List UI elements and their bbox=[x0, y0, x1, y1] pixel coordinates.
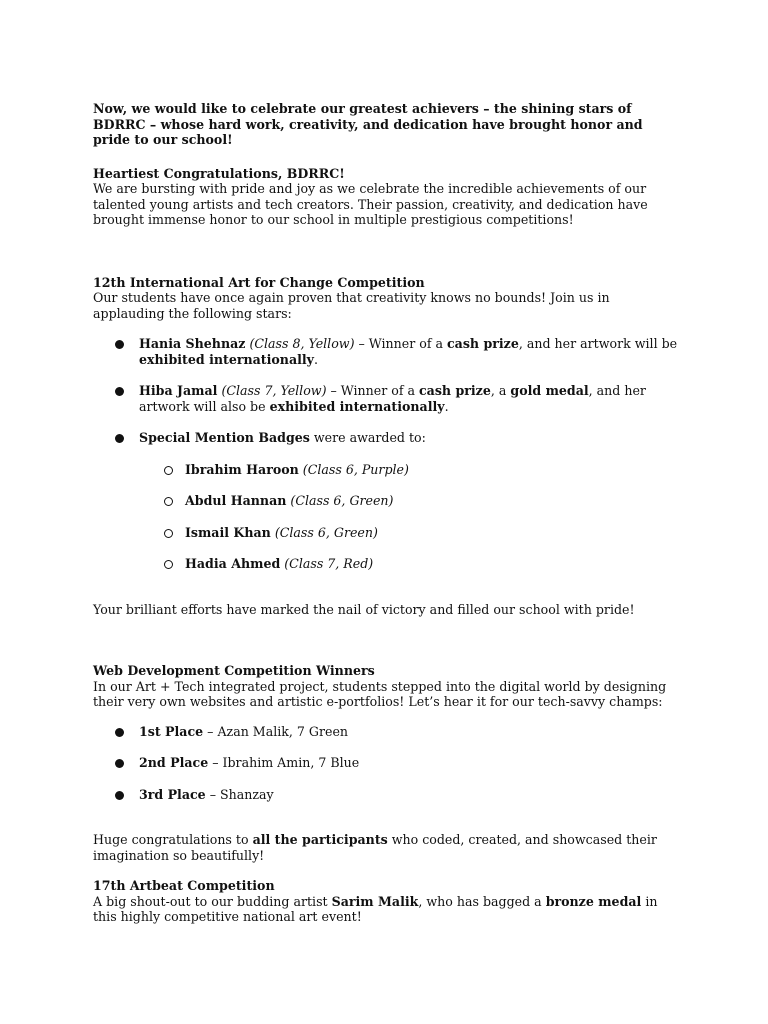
bullet-circle-icon bbox=[164, 529, 173, 538]
web-dev-heading: Web Development Competition Winners bbox=[93, 663, 375, 678]
special-mention-label: Special Mention Badges bbox=[139, 430, 310, 445]
recipient-name: Hadia Ahmed bbox=[185, 556, 281, 571]
list-item bbox=[93, 430, 683, 446]
intro-text: Now, we would like to celebrate our greatest achievers – the shining stars of BDRRC – whose hard work, creativity, and dedication have brought honor and pride to our school! bbox=[93, 101, 643, 147]
winner-text: , a bbox=[490, 383, 511, 398]
place-winner: – Ibrahim Amin, 7 Blue bbox=[208, 755, 360, 770]
intro-paragraph bbox=[93, 101, 683, 148]
special-mention-suffix: were awarded to: bbox=[309, 430, 426, 445]
recipient-detail: (Class 6, Green) bbox=[270, 524, 378, 540]
winner-name: Hania Shehnaz bbox=[139, 336, 246, 351]
artbeat-heading: 17th Artbeat Competition bbox=[93, 878, 275, 893]
winner-text: – Winner of a bbox=[326, 383, 419, 398]
bullet-disc-icon bbox=[115, 340, 124, 349]
award-gold-medal: gold medal bbox=[510, 383, 589, 398]
artbeat-text: , who has bagged a bbox=[418, 893, 546, 909]
place-label: 1st Place bbox=[139, 723, 204, 739]
bullet-disc-icon bbox=[115, 434, 124, 443]
special-mention-list bbox=[93, 462, 683, 572]
bullet-circle-icon bbox=[164, 466, 173, 475]
bullet-disc-icon bbox=[115, 387, 124, 396]
art-for-change-intro: Our students have once again proven that creativity knows no bounds! Join us in applauding the following stars: bbox=[93, 290, 610, 321]
award-bronze-medal: bronze medal bbox=[545, 893, 642, 909]
winner-name: Hiba Jamal bbox=[139, 383, 218, 398]
bullet-circle-icon bbox=[164, 560, 173, 569]
recipient-detail: (Class 6, Green) bbox=[286, 493, 394, 508]
bullet-disc-icon bbox=[115, 728, 124, 737]
recipient-name: Abdul Hannan bbox=[185, 493, 287, 508]
recipient-detail: (Class 6, Purple) bbox=[298, 461, 409, 477]
place-winner: – Shanzay bbox=[205, 786, 274, 802]
winner-detail: (Class 7, Yellow) bbox=[217, 383, 327, 398]
list-item bbox=[93, 724, 683, 740]
artist-name: Sarim Malik bbox=[331, 893, 419, 909]
bullet-disc-icon bbox=[115, 759, 124, 768]
recipient-detail: (Class 7, Red) bbox=[280, 556, 374, 571]
bullet-disc-icon bbox=[115, 791, 124, 800]
list-item bbox=[93, 556, 683, 572]
place-winner: – Azan Malik, 7 Green bbox=[203, 723, 349, 739]
art-for-change-winners-list bbox=[93, 336, 683, 446]
art-for-change-heading: 12th International Art for Change Competition bbox=[93, 274, 425, 290]
list-item bbox=[93, 525, 683, 541]
place-label: 2nd Place bbox=[139, 755, 209, 770]
congrats-heading: Heartiest Congratulations, BDRRC! bbox=[93, 165, 345, 181]
winner-detail: (Class 8, Yellow) bbox=[245, 336, 355, 351]
list-item bbox=[93, 462, 683, 478]
closing-bold: all the participants bbox=[252, 832, 388, 847]
closing-text: who coded, created, and showcased their imagination so beautifully! bbox=[93, 832, 657, 863]
artbeat-text: in this highly competitive national art event! bbox=[93, 893, 658, 924]
winner-text: . bbox=[444, 398, 449, 414]
recipient-name: Ismail Khan bbox=[185, 524, 271, 540]
document-page bbox=[93, 101, 683, 925]
winner-text: . bbox=[314, 351, 319, 367]
place-label: 3rd Place bbox=[139, 786, 206, 802]
recipient-name: Ibrahim Haroon bbox=[185, 461, 299, 477]
list-item bbox=[93, 383, 683, 414]
award-cash-prize: cash prize bbox=[419, 383, 491, 398]
list-item bbox=[93, 493, 683, 509]
artbeat-body bbox=[93, 894, 683, 925]
award-exhibited: exhibited internationally bbox=[139, 351, 314, 367]
award-cash-prize: cash prize bbox=[447, 336, 519, 351]
list-item bbox=[93, 755, 683, 771]
award-exhibited: exhibited internationally bbox=[269, 398, 445, 414]
bullet-circle-icon bbox=[164, 497, 173, 506]
winner-text: , and her artwork will also be bbox=[139, 383, 646, 414]
winner-text: – Winner of a bbox=[354, 336, 447, 351]
web-dev-closing bbox=[93, 832, 683, 863]
winner-text: , and her artwork will be bbox=[518, 336, 678, 351]
closing-text: Huge congratulations to bbox=[93, 832, 253, 847]
art-for-change-closing: Your brilliant efforts have marked the nail of victory and filled our school with pride! bbox=[93, 601, 635, 617]
congrats-body: We are bursting with pride and joy as we celebrate the incredible achievements of our talented young artists and tech creators. Their passion, creativity, and dedication have brought immense honor to our school in multiple prestigious competitions! bbox=[93, 181, 648, 227]
web-dev-intro: In our Art + Tech integrated project, students stepped into the digital world by designing their very own websites and artistic e-portfolios! Let’s hear it for our tech-savvy champs: bbox=[93, 678, 667, 709]
artbeat-text: A big shout-out to our budding artist bbox=[93, 893, 332, 909]
list-item bbox=[93, 787, 683, 803]
list-item bbox=[93, 336, 683, 367]
web-dev-places-list bbox=[93, 724, 683, 803]
